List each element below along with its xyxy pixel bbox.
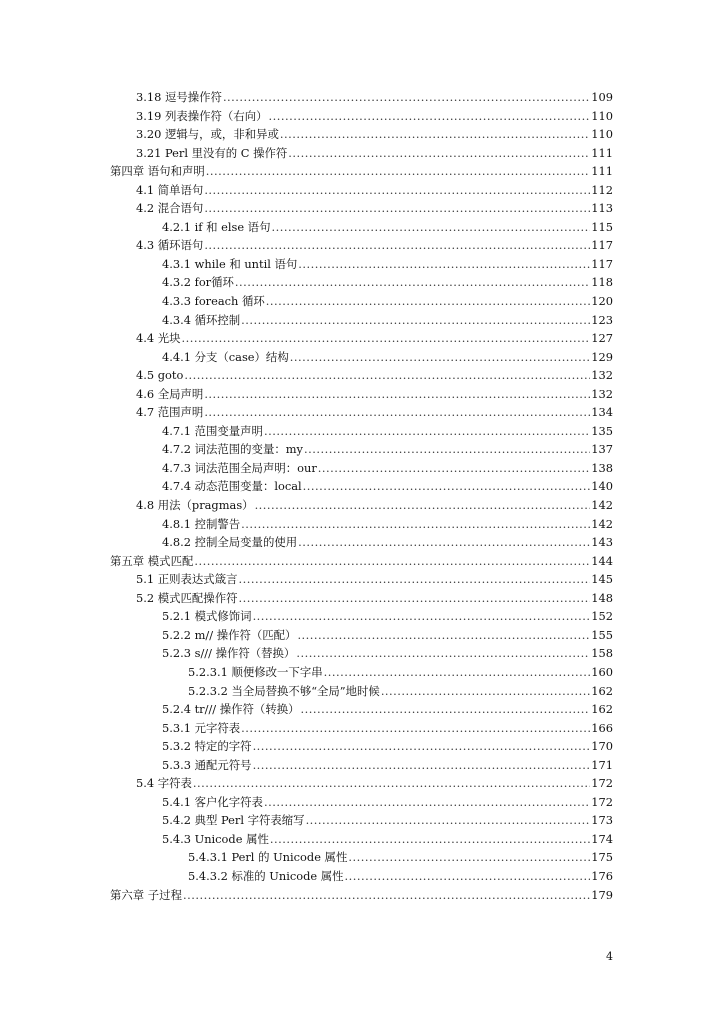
- toc-entry-page: 111: [591, 164, 613, 179]
- toc-entry-page: 155: [591, 627, 613, 642]
- dot-leader: [253, 737, 591, 756]
- toc-entry-title: 4.7 范围声明: [136, 405, 204, 420]
- toc-entry[interactable]: [110, 663, 613, 682]
- dot-leader: [301, 700, 591, 719]
- toc-entry-title: 5.2.3.2 当全局替换不够“全局”地时候: [188, 683, 380, 698]
- toc-entry-title: 第四章 语句和声明: [110, 164, 205, 179]
- toc-entry[interactable]: [110, 886, 613, 905]
- toc-entry-title: 4.2.1 if 和 else 语句: [162, 219, 271, 234]
- dot-leader: [345, 867, 591, 886]
- toc-entry-page: 120: [591, 294, 613, 309]
- toc-entry-page: 111: [591, 145, 613, 160]
- toc-entry-title: 4.3.4 循环控制: [162, 312, 241, 327]
- toc-entry[interactable]: [110, 403, 613, 422]
- toc-entry[interactable]: [110, 626, 613, 645]
- toc-entry-page: 179: [591, 887, 613, 902]
- toc-entry-title: 4.3.3 foreach 循环: [162, 294, 265, 309]
- dot-leader: [290, 348, 591, 367]
- toc-entry-page: 109: [591, 90, 613, 104]
- dot-leader: [184, 366, 590, 385]
- toc-entry[interactable]: [110, 292, 613, 311]
- toc-entry-page: 115: [591, 219, 613, 234]
- toc-entry-page: 138: [591, 460, 613, 475]
- toc-entry-title: 4.1 简单语句: [136, 182, 204, 197]
- toc-entry-title: 5.3.1 元字符表: [162, 720, 241, 735]
- toc-entry-page: 144: [591, 553, 613, 568]
- toc-entry-title: 4.3.1 while 和 until 语句: [162, 256, 298, 271]
- dot-leader: [193, 774, 590, 793]
- dot-leader: [204, 181, 590, 200]
- toc-entry-page: 118: [591, 275, 613, 290]
- toc-entry-page: 166: [591, 720, 613, 735]
- toc-entry[interactable]: [110, 737, 613, 756]
- toc-entry-title: 5.3.3 通配元符号: [162, 757, 252, 772]
- toc-entry[interactable]: [110, 181, 613, 200]
- toc-entry-title: 4.6 全局声明: [136, 386, 204, 401]
- dot-leader: [255, 496, 591, 515]
- toc-entry-title: 3.19 列表操作符（右向）: [136, 108, 268, 123]
- toc-entry[interactable]: [110, 125, 613, 144]
- toc-entry-page: 117: [591, 256, 613, 271]
- toc-entry[interactable]: [110, 533, 613, 552]
- toc-entry[interactable]: [110, 477, 613, 496]
- dot-leader: [318, 459, 590, 478]
- toc-entry-title: 5.2.4 tr/// 操作符（转换）: [162, 702, 300, 717]
- toc-entry[interactable]: [110, 162, 613, 181]
- toc-entry-title: 4.7.4 动态范围变量：local: [162, 479, 302, 494]
- toc-entry-page: 117: [591, 238, 613, 253]
- toc-entry-page: 148: [591, 590, 613, 605]
- toc-entry[interactable]: [110, 236, 613, 255]
- dot-leader: [204, 385, 590, 404]
- toc-entry-page: 110: [591, 127, 613, 142]
- toc-entry[interactable]: [110, 496, 613, 515]
- dot-leader: [270, 830, 590, 849]
- toc-entry-page: 160: [591, 664, 613, 679]
- dot-leader: [235, 273, 590, 292]
- toc-entry-title: 5.3.2 特定的字符: [162, 739, 252, 754]
- toc-entry-page: 123: [591, 312, 613, 327]
- toc-entry[interactable]: [110, 366, 613, 385]
- toc-entry[interactable]: [110, 774, 613, 793]
- toc-entry-page: 129: [591, 349, 613, 364]
- dot-leader: [194, 552, 590, 571]
- toc-entry-page: 142: [591, 516, 613, 531]
- toc-entry-title: 5.1 正则表达式箴言: [136, 572, 238, 587]
- dot-leader: [269, 107, 591, 126]
- toc-entry-page: 143: [591, 535, 613, 550]
- dot-leader: [303, 477, 591, 496]
- dot-leader: [253, 607, 591, 626]
- toc-entry-title: 5.2.3 s/// 操作符（替换）: [162, 646, 296, 661]
- dot-leader: [306, 811, 591, 830]
- dot-leader: [241, 515, 590, 534]
- dot-leader: [253, 756, 591, 775]
- toc-entry[interactable]: [110, 644, 613, 663]
- toc-entry-page: 132: [591, 386, 613, 401]
- toc-entry-page: 127: [591, 331, 613, 346]
- toc-entry-page: 175: [591, 850, 613, 865]
- toc-entry-page: 110: [591, 108, 613, 123]
- dot-leader: [348, 848, 590, 867]
- dot-leader: [288, 144, 590, 163]
- toc-entry[interactable]: [110, 88, 613, 107]
- toc-entry[interactable]: [110, 811, 613, 830]
- toc-entry[interactable]: [110, 830, 613, 849]
- toc-entry-page: 113: [591, 201, 613, 216]
- toc-entry[interactable]: [110, 719, 613, 738]
- toc-entry-title: 4.8.2 控制全局变量的使用: [162, 535, 298, 550]
- toc-entry[interactable]: [110, 144, 613, 163]
- toc-entry-title: 4.3.2 for循环: [162, 275, 234, 290]
- toc-entry-title: 4.5 goto: [136, 368, 184, 383]
- toc-entry-title: 4.2 混合语句: [136, 201, 204, 216]
- toc-entry-title: 5.2 模式匹配操作符: [136, 590, 238, 605]
- toc-entry[interactable]: [110, 255, 613, 274]
- toc-entry[interactable]: [110, 867, 613, 886]
- toc-entry[interactable]: [110, 273, 613, 292]
- toc-entry-page: 142: [591, 498, 613, 513]
- toc-entry[interactable]: [110, 218, 613, 237]
- toc-entry-title: 4.7.1 范围变量声明: [162, 423, 263, 438]
- toc-entry-page: 112: [591, 182, 613, 197]
- toc-entry-title: 4.3 循环语句: [136, 238, 204, 253]
- dot-leader: [241, 311, 590, 330]
- dot-leader: [297, 626, 590, 645]
- toc-entry-title: 3.20 逻辑与，或，非和异或: [136, 127, 279, 142]
- dot-leader: [266, 292, 590, 311]
- toc-entry[interactable]: [110, 552, 613, 571]
- toc-entry[interactable]: [110, 589, 613, 608]
- toc-entry[interactable]: [110, 793, 613, 812]
- toc-entry[interactable]: [110, 607, 613, 626]
- dot-leader: [298, 255, 590, 274]
- toc-entry[interactable]: [110, 756, 613, 775]
- toc-entry[interactable]: [110, 329, 613, 348]
- toc-entry-page: 137: [591, 442, 613, 457]
- toc-entry[interactable]: [110, 107, 613, 126]
- dot-leader: [182, 329, 591, 348]
- toc-entry-title: 5.4.1 客户化字符表: [162, 794, 263, 809]
- dot-leader: [324, 663, 591, 682]
- toc-entry-title: 4.8 用法（pragmas）: [136, 498, 254, 513]
- table-of-contents: [110, 88, 613, 904]
- toc-entry[interactable]: [110, 199, 613, 218]
- toc-entry-title: 5.2.3.1 顺便修改一下字串: [188, 664, 323, 679]
- dot-leader: [296, 644, 590, 663]
- toc-entry[interactable]: [110, 570, 613, 589]
- toc-entry-page: 132: [591, 368, 613, 383]
- toc-entry-page: 174: [591, 831, 613, 846]
- toc-entry-title: 5.2.2 m// 操作符（匹配）: [162, 627, 297, 642]
- toc-entry-page: 152: [591, 609, 613, 624]
- toc-entry[interactable]: [110, 385, 613, 404]
- toc-entry[interactable]: [110, 311, 613, 330]
- toc-entry-title: 第五章 模式匹配: [110, 553, 194, 568]
- toc-entry-title: 5.4.3.2 标准的 Unicode 属性: [188, 868, 344, 883]
- dot-leader: [238, 589, 590, 608]
- toc-entry-page: 170: [591, 739, 613, 754]
- dot-leader: [238, 570, 590, 589]
- page-number: 4: [606, 950, 613, 963]
- toc-entry[interactable]: [110, 682, 613, 701]
- toc-entry-page: 135: [591, 423, 613, 438]
- toc-entry-title: 4.4.1 分支（case）结构: [162, 349, 289, 364]
- toc-entry[interactable]: [110, 422, 613, 441]
- toc-entry-page: 173: [591, 813, 613, 828]
- dot-leader: [280, 125, 590, 144]
- toc-entry-title: 4.7.2 词法范围的变量：my: [162, 442, 303, 457]
- toc-entry-title: 4.4 光块: [136, 331, 181, 346]
- toc-entry[interactable]: [110, 700, 613, 719]
- dot-leader: [298, 533, 590, 552]
- toc-entry-page: 172: [591, 794, 613, 809]
- dot-leader: [304, 440, 590, 459]
- toc-entry-title: 4.8.1 控制警告: [162, 516, 241, 531]
- dot-leader: [204, 403, 590, 422]
- toc-entry[interactable]: [110, 440, 613, 459]
- dot-leader: [264, 793, 590, 812]
- dot-leader: [381, 682, 590, 701]
- dot-leader: [241, 719, 590, 738]
- toc-entry-title: 5.2.1 模式修饰词: [162, 609, 252, 624]
- toc-entry-title: 5.4.2 典型 Perl 字符表缩写: [162, 813, 305, 828]
- toc-entry[interactable]: [110, 348, 613, 367]
- dot-leader: [183, 886, 590, 905]
- toc-entry-title: 3.18 逗号操作符: [136, 90, 222, 104]
- toc-entry-title: 5.4 字符表: [136, 776, 192, 791]
- toc-entry-page: 172: [591, 776, 613, 791]
- toc-entry-page: 145: [591, 572, 613, 587]
- toc-entry-page: 162: [591, 702, 613, 717]
- toc-entry-page: 171: [591, 757, 613, 772]
- toc-entry-title: 5.4.3.1 Perl 的 Unicode 属性: [188, 850, 348, 865]
- dot-leader: [264, 422, 590, 441]
- toc-entry-title: 第六章 子过程: [110, 887, 182, 902]
- dot-leader: [204, 236, 590, 255]
- dot-leader: [206, 162, 591, 181]
- toc-entry-page: 158: [591, 646, 613, 661]
- toc-entry-title: 4.7.3 词法范围全局声明：our: [162, 460, 317, 475]
- toc-entry[interactable]: [110, 459, 613, 478]
- toc-entry-page: 176: [591, 868, 613, 883]
- toc-entry-title: 5.4.3 Unicode 属性: [162, 831, 269, 846]
- toc-entry-page: 140: [591, 479, 613, 494]
- dot-leader: [204, 199, 590, 218]
- toc-entry-title: 3.21 Perl 里没有的 C 操作符: [136, 145, 288, 160]
- toc-entry-page: 134: [591, 405, 613, 420]
- toc-entry[interactable]: [110, 848, 613, 867]
- toc-entry-page: 162: [591, 683, 613, 698]
- dot-leader: [271, 218, 590, 237]
- dot-leader: [223, 88, 590, 107]
- toc-entry[interactable]: [110, 515, 613, 534]
